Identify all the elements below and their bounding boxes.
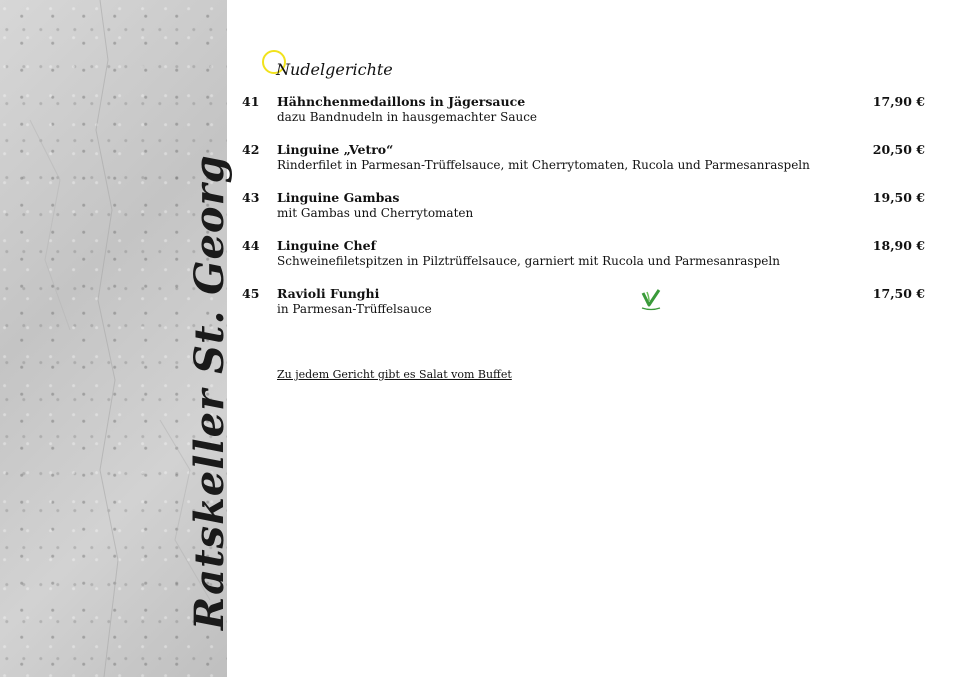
item-price: 17,50 € [872,286,925,301]
menu-item [242,286,932,334]
item-price: 20,50 € [872,142,925,157]
item-name: Linguine Gambas [277,190,400,205]
vegetarian-icon [638,286,664,312]
item-price: 18,90 € [872,238,925,253]
item-name: Linguine „Vetro“ [277,142,394,157]
menu-item [242,142,932,190]
item-description: Schweinefiletspitzen in Pilztrüffelsauce, garniert mit Rucola und Parmesanraspeln [277,254,780,268]
item-name: Ravioli Funghi [277,286,380,301]
item-price: 19,50 € [872,190,925,205]
salad-buffet-note: Zu jedem Gericht gibt es Salat vom Buffet [277,368,512,381]
item-name: Hähnchenmedaillons in Jägersauce [277,94,526,109]
item-number: 41 [242,94,260,109]
section-header [262,50,412,84]
concrete-sidebar [0,0,233,677]
item-number: 42 [242,142,260,157]
item-number: 43 [242,190,260,205]
item-number: 44 [242,238,260,253]
menu-list [242,94,932,334]
item-name: Linguine Chef [277,238,376,253]
menu-item [242,94,932,142]
item-description: in Parmesan-Trüffelsauce [277,302,432,316]
menu-item [242,190,932,238]
item-description: Rinderfilet in Parmesan-Trüffelsauce, mit Cherrytomaten, Rucola und Parmesanraspeln [277,158,810,172]
menu-item [242,238,932,286]
item-number: 45 [242,286,260,301]
item-description: mit Gambas und Cherrytomaten [277,206,474,220]
item-description: dazu Bandnudeln in hausgemachter Sauce [277,110,538,124]
restaurant-name: Ratskeller St. Georg [186,154,233,630]
section-title: Nudelgerichte [276,60,393,79]
item-price: 17,90 € [872,94,925,109]
